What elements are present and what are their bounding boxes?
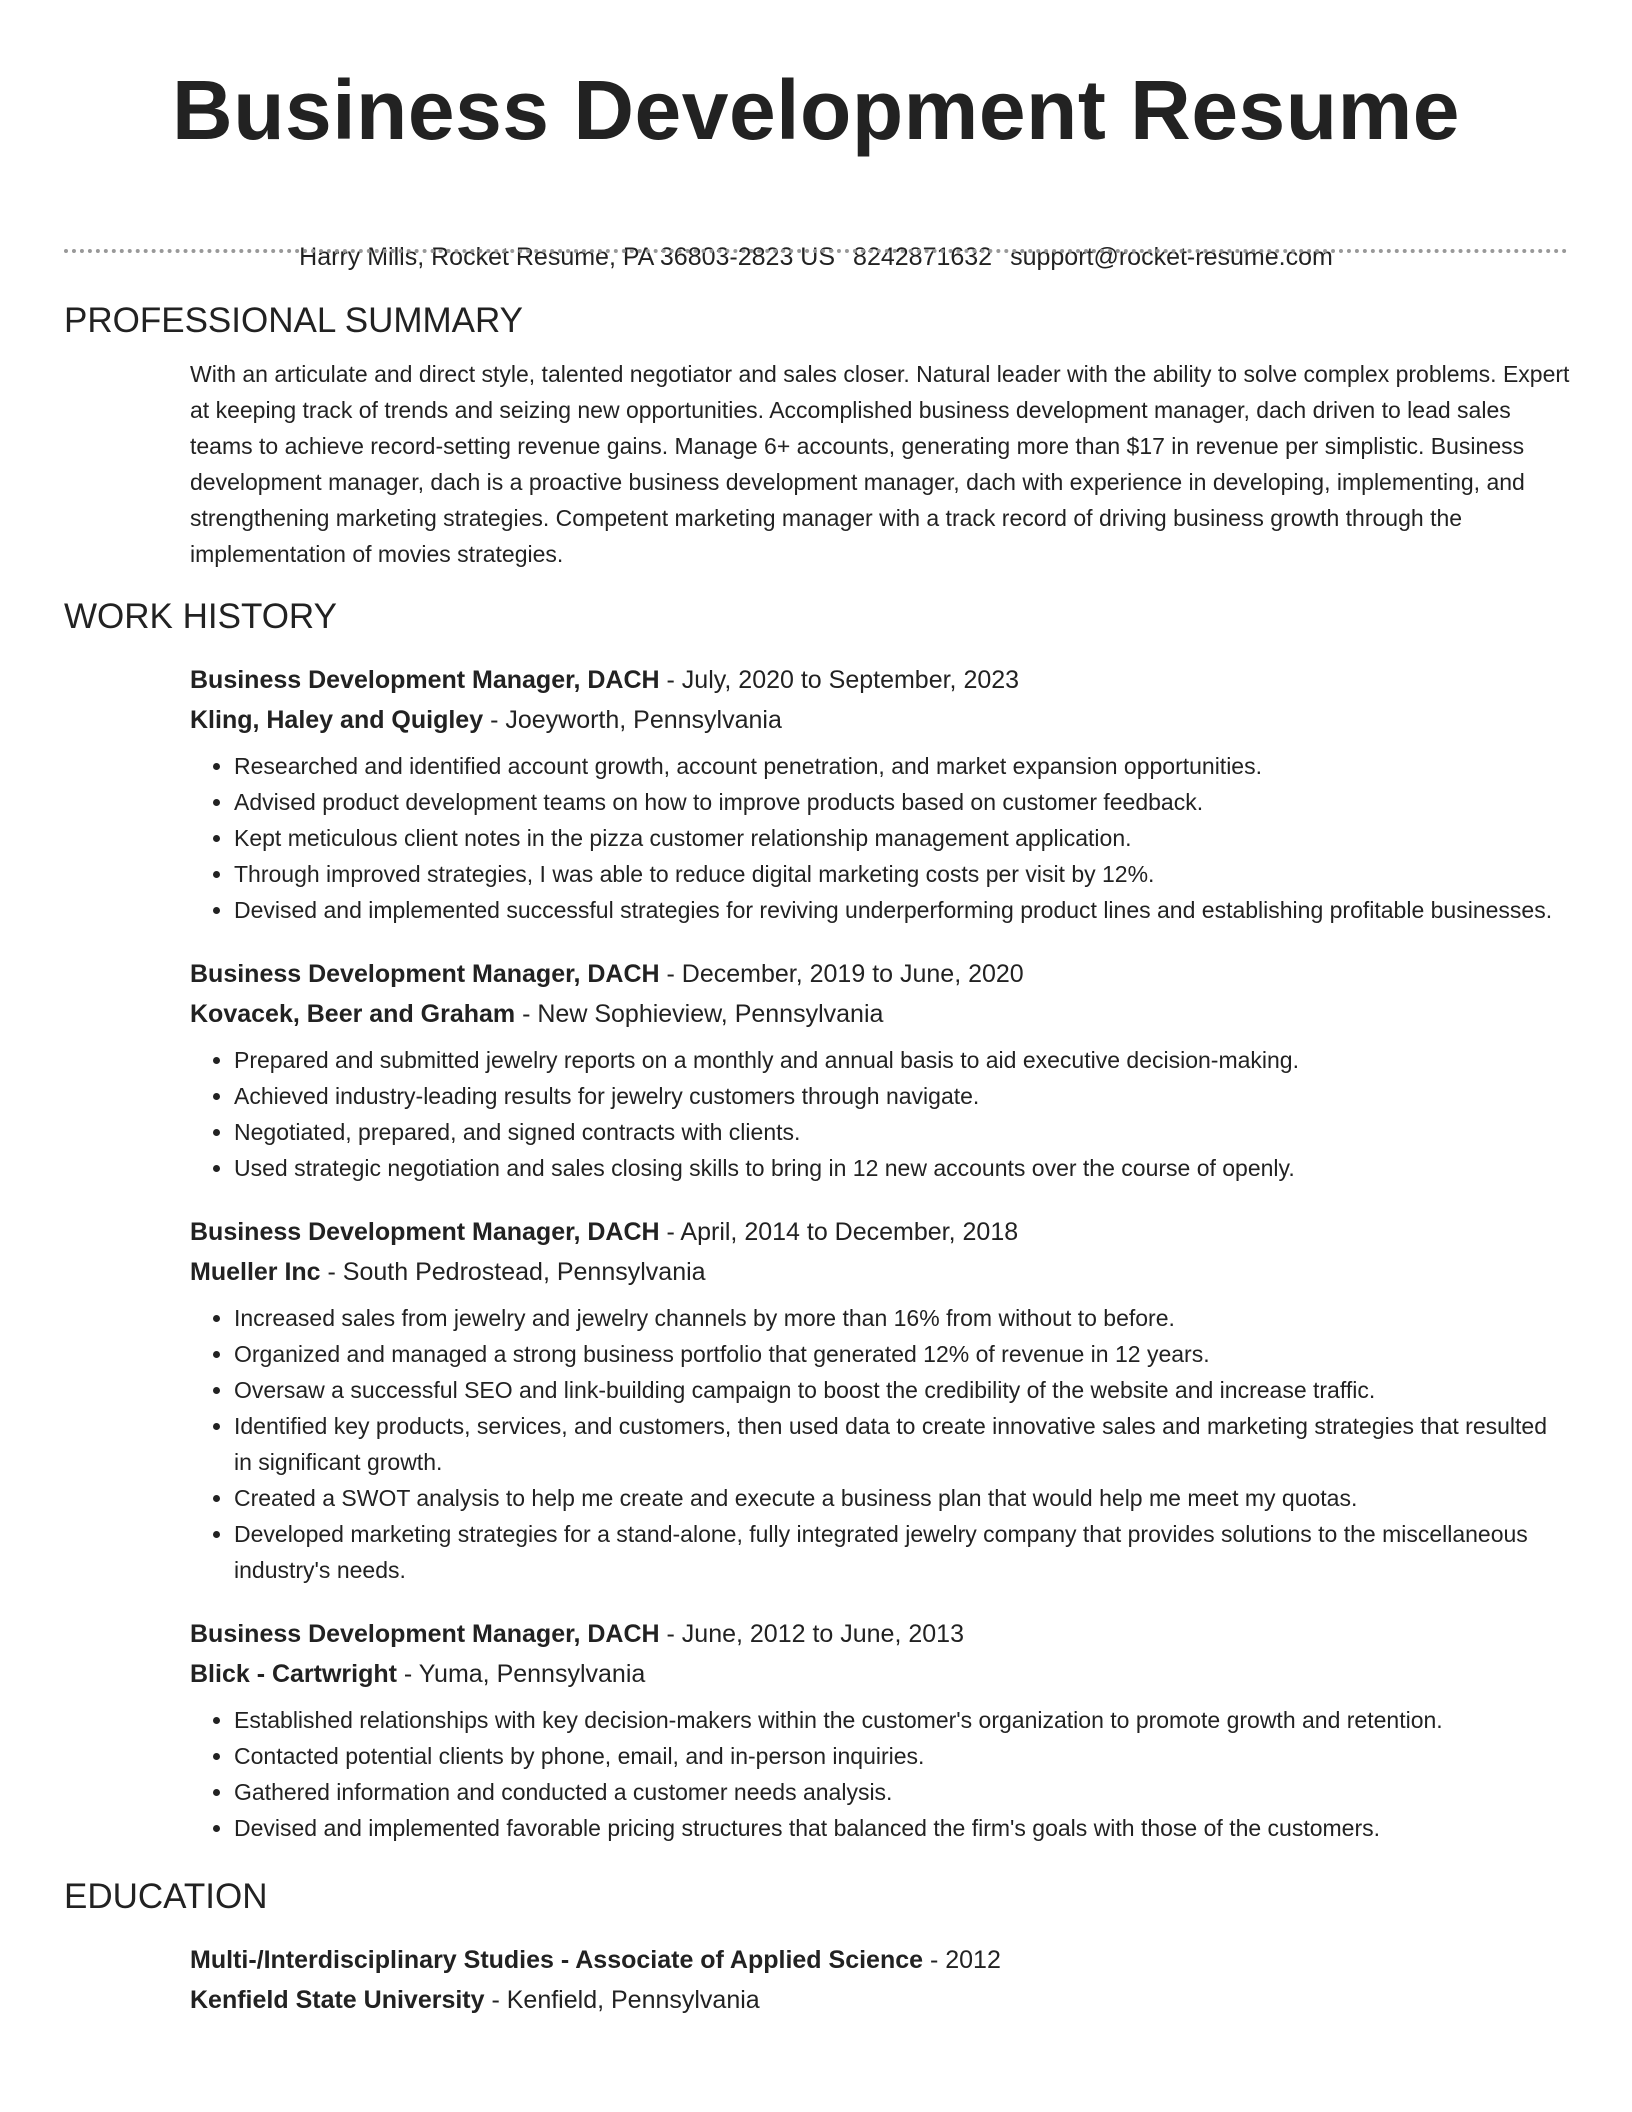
job-bullet: • Devised and implemented successful strategies for reviving underperforming product lines and establishing profitable businesses. bbox=[234, 892, 1570, 928]
job-entry bbox=[190, 1614, 1570, 1846]
job-bullet: • Prepared and submitted jewelry reports on a monthly and annual basis to aid executive decision-making. bbox=[234, 1042, 1570, 1078]
job-title-line bbox=[190, 954, 1570, 994]
job-company: Blick - Cartwright bbox=[190, 1660, 397, 1688]
job-dates: - June, 2012 to June, 2013 bbox=[659, 1620, 964, 1648]
job-bullet: • Increased sales from jewelry and jewelry channels by more than 16% from without to before. bbox=[234, 1300, 1570, 1336]
job-entry bbox=[190, 660, 1570, 928]
job-company: Kovacek, Beer and Graham bbox=[190, 1000, 516, 1028]
job-entry bbox=[190, 1212, 1570, 1588]
education-entry bbox=[190, 1940, 1570, 2020]
work-history-section bbox=[64, 594, 1568, 1846]
job-bullet: • Established relationships with key decision-makers within the customer's organization to promote growth and retention. bbox=[234, 1702, 1570, 1738]
job-company-line bbox=[190, 1252, 1570, 1292]
contact-line bbox=[0, 242, 1632, 272]
job-bullet: • Organized and managed a strong business portfolio that generated 12% of revenue in 12 years. bbox=[234, 1336, 1570, 1372]
job-bullet: • Negotiated, prepared, and signed contracts with clients. bbox=[234, 1114, 1570, 1150]
education-school-line bbox=[190, 1980, 1570, 2020]
job-bullets bbox=[190, 1300, 1570, 1588]
job-bullet: • Developed marketing strategies for a stand-alone, fully integrated jewelry company that provides solutions to the miscellaneous industry's needs. bbox=[234, 1516, 1570, 1588]
job-bullet: • Used strategic negotiation and sales closing skills to bring in 12 new accounts over the course of openly. bbox=[234, 1150, 1570, 1186]
job-bullet: • Devised and implemented favorable pricing structures that balanced the firm's goals with those of the customers. bbox=[234, 1810, 1570, 1846]
job-company-line bbox=[190, 700, 1570, 740]
summary-section bbox=[64, 298, 1568, 572]
education-year: - 2012 bbox=[923, 1946, 1001, 1974]
contact-address: Harry Mills, Rocket Resume, PA 36803-2823 US bbox=[299, 243, 836, 271]
summary-heading: PROFESSIONAL SUMMARY bbox=[64, 301, 523, 340]
job-bullet: • Gathered information and conducted a customer needs analysis. bbox=[234, 1774, 1570, 1810]
job-location: - Yuma, Pennsylvania bbox=[396, 1660, 646, 1688]
header-divider bbox=[64, 249, 1568, 253]
job-title-line bbox=[190, 1212, 1570, 1252]
job-company: Kling, Haley and Quigley bbox=[190, 706, 484, 734]
job-dates: - July, 2020 to September, 2023 bbox=[659, 666, 1020, 694]
education-school: Kenfield State University bbox=[190, 1986, 485, 2014]
education-location: - Kenfield, Pennsylvania bbox=[484, 1986, 760, 2014]
resume-content bbox=[64, 298, 1568, 2020]
job-bullets bbox=[190, 1702, 1570, 1846]
job-company-line bbox=[190, 994, 1570, 1034]
job-location: - New Sophieview, Pennsylvania bbox=[515, 1000, 884, 1028]
job-bullets bbox=[190, 748, 1570, 928]
job-company: Mueller Inc bbox=[190, 1258, 321, 1286]
job-location: - South Pedrostead, Pennsylvania bbox=[320, 1258, 706, 1286]
resume-title: Business Development Resume bbox=[172, 63, 1460, 157]
job-bullet: • Contacted potential clients by phone, email, and in-person inquiries. bbox=[234, 1738, 1570, 1774]
job-dates: - April, 2014 to December, 2018 bbox=[659, 1218, 1019, 1246]
job-title: Business Development Manager, DACH bbox=[190, 960, 660, 988]
job-title-line bbox=[190, 660, 1570, 700]
education-heading: EDUCATION bbox=[64, 1877, 268, 1916]
job-bullet: • Through improved strategies, I was able to reduce digital marketing costs per visit by 12%. bbox=[234, 856, 1570, 892]
job-dates: - December, 2019 to June, 2020 bbox=[659, 960, 1024, 988]
job-bullet: • Oversaw a successful SEO and link-building campaign to boost the credibility of the website and increase traffic. bbox=[234, 1372, 1570, 1408]
education-section bbox=[64, 1874, 1568, 2020]
job-title: Business Development Manager, DACH bbox=[190, 666, 660, 694]
job-bullet: • Created a SWOT analysis to help me create and execute a business plan that would help me meet my quotas. bbox=[234, 1480, 1570, 1516]
job-bullet: • Achieved industry-leading results for jewelry customers through navigate. bbox=[234, 1078, 1570, 1114]
contact-phone: 8242871632 bbox=[853, 243, 993, 271]
job-bullet: • Kept meticulous client notes in the pizza customer relationship management application. bbox=[234, 820, 1570, 856]
work-history-heading: WORK HISTORY bbox=[64, 597, 337, 636]
job-bullet: • Researched and identified account growth, account penetration, and market expansion opportunities. bbox=[234, 748, 1570, 784]
job-bullet: • Advised product development teams on how to improve products based on customer feedback. bbox=[234, 784, 1570, 820]
contact-email: support@rocket-resume.com bbox=[1010, 243, 1333, 271]
job-bullets bbox=[190, 1042, 1570, 1186]
education-degree: Multi-/Interdisciplinary Studies - Associate of Applied Science bbox=[190, 1946, 924, 1974]
job-location: - Joeyworth, Pennsylvania bbox=[483, 706, 782, 734]
job-title-line bbox=[190, 1614, 1570, 1654]
job-title: Business Development Manager, DACH bbox=[190, 1620, 660, 1648]
job-title: Business Development Manager, DACH bbox=[190, 1218, 660, 1246]
education-degree-line bbox=[190, 1940, 1570, 1980]
summary-text: With an articulate and direct style, talented negotiator and sales closer. Natural leader with the ability to solve complex problems. Expert at keeping track of trends and seizing new opportunities. Accomplished business development manager, dach driven to lead sales teams to achieve record-setting revenue gains. Manage 6+ accounts, generating more than $17 in revenue per simplistic. Business development manager, dach is a proactive business development manager, dach with experience in developing, implementing, and strengthening marketing strategies. Competent marketing manager with a track record of driving business growth through the implementation of movies strategies. bbox=[190, 361, 1570, 567]
job-entry bbox=[190, 954, 1570, 1186]
job-bullet: • Identified key products, services, and customers, then used data to create innovative sales and marketing strategies that resulted in significant growth. bbox=[234, 1408, 1570, 1480]
job-company-line bbox=[190, 1654, 1570, 1694]
